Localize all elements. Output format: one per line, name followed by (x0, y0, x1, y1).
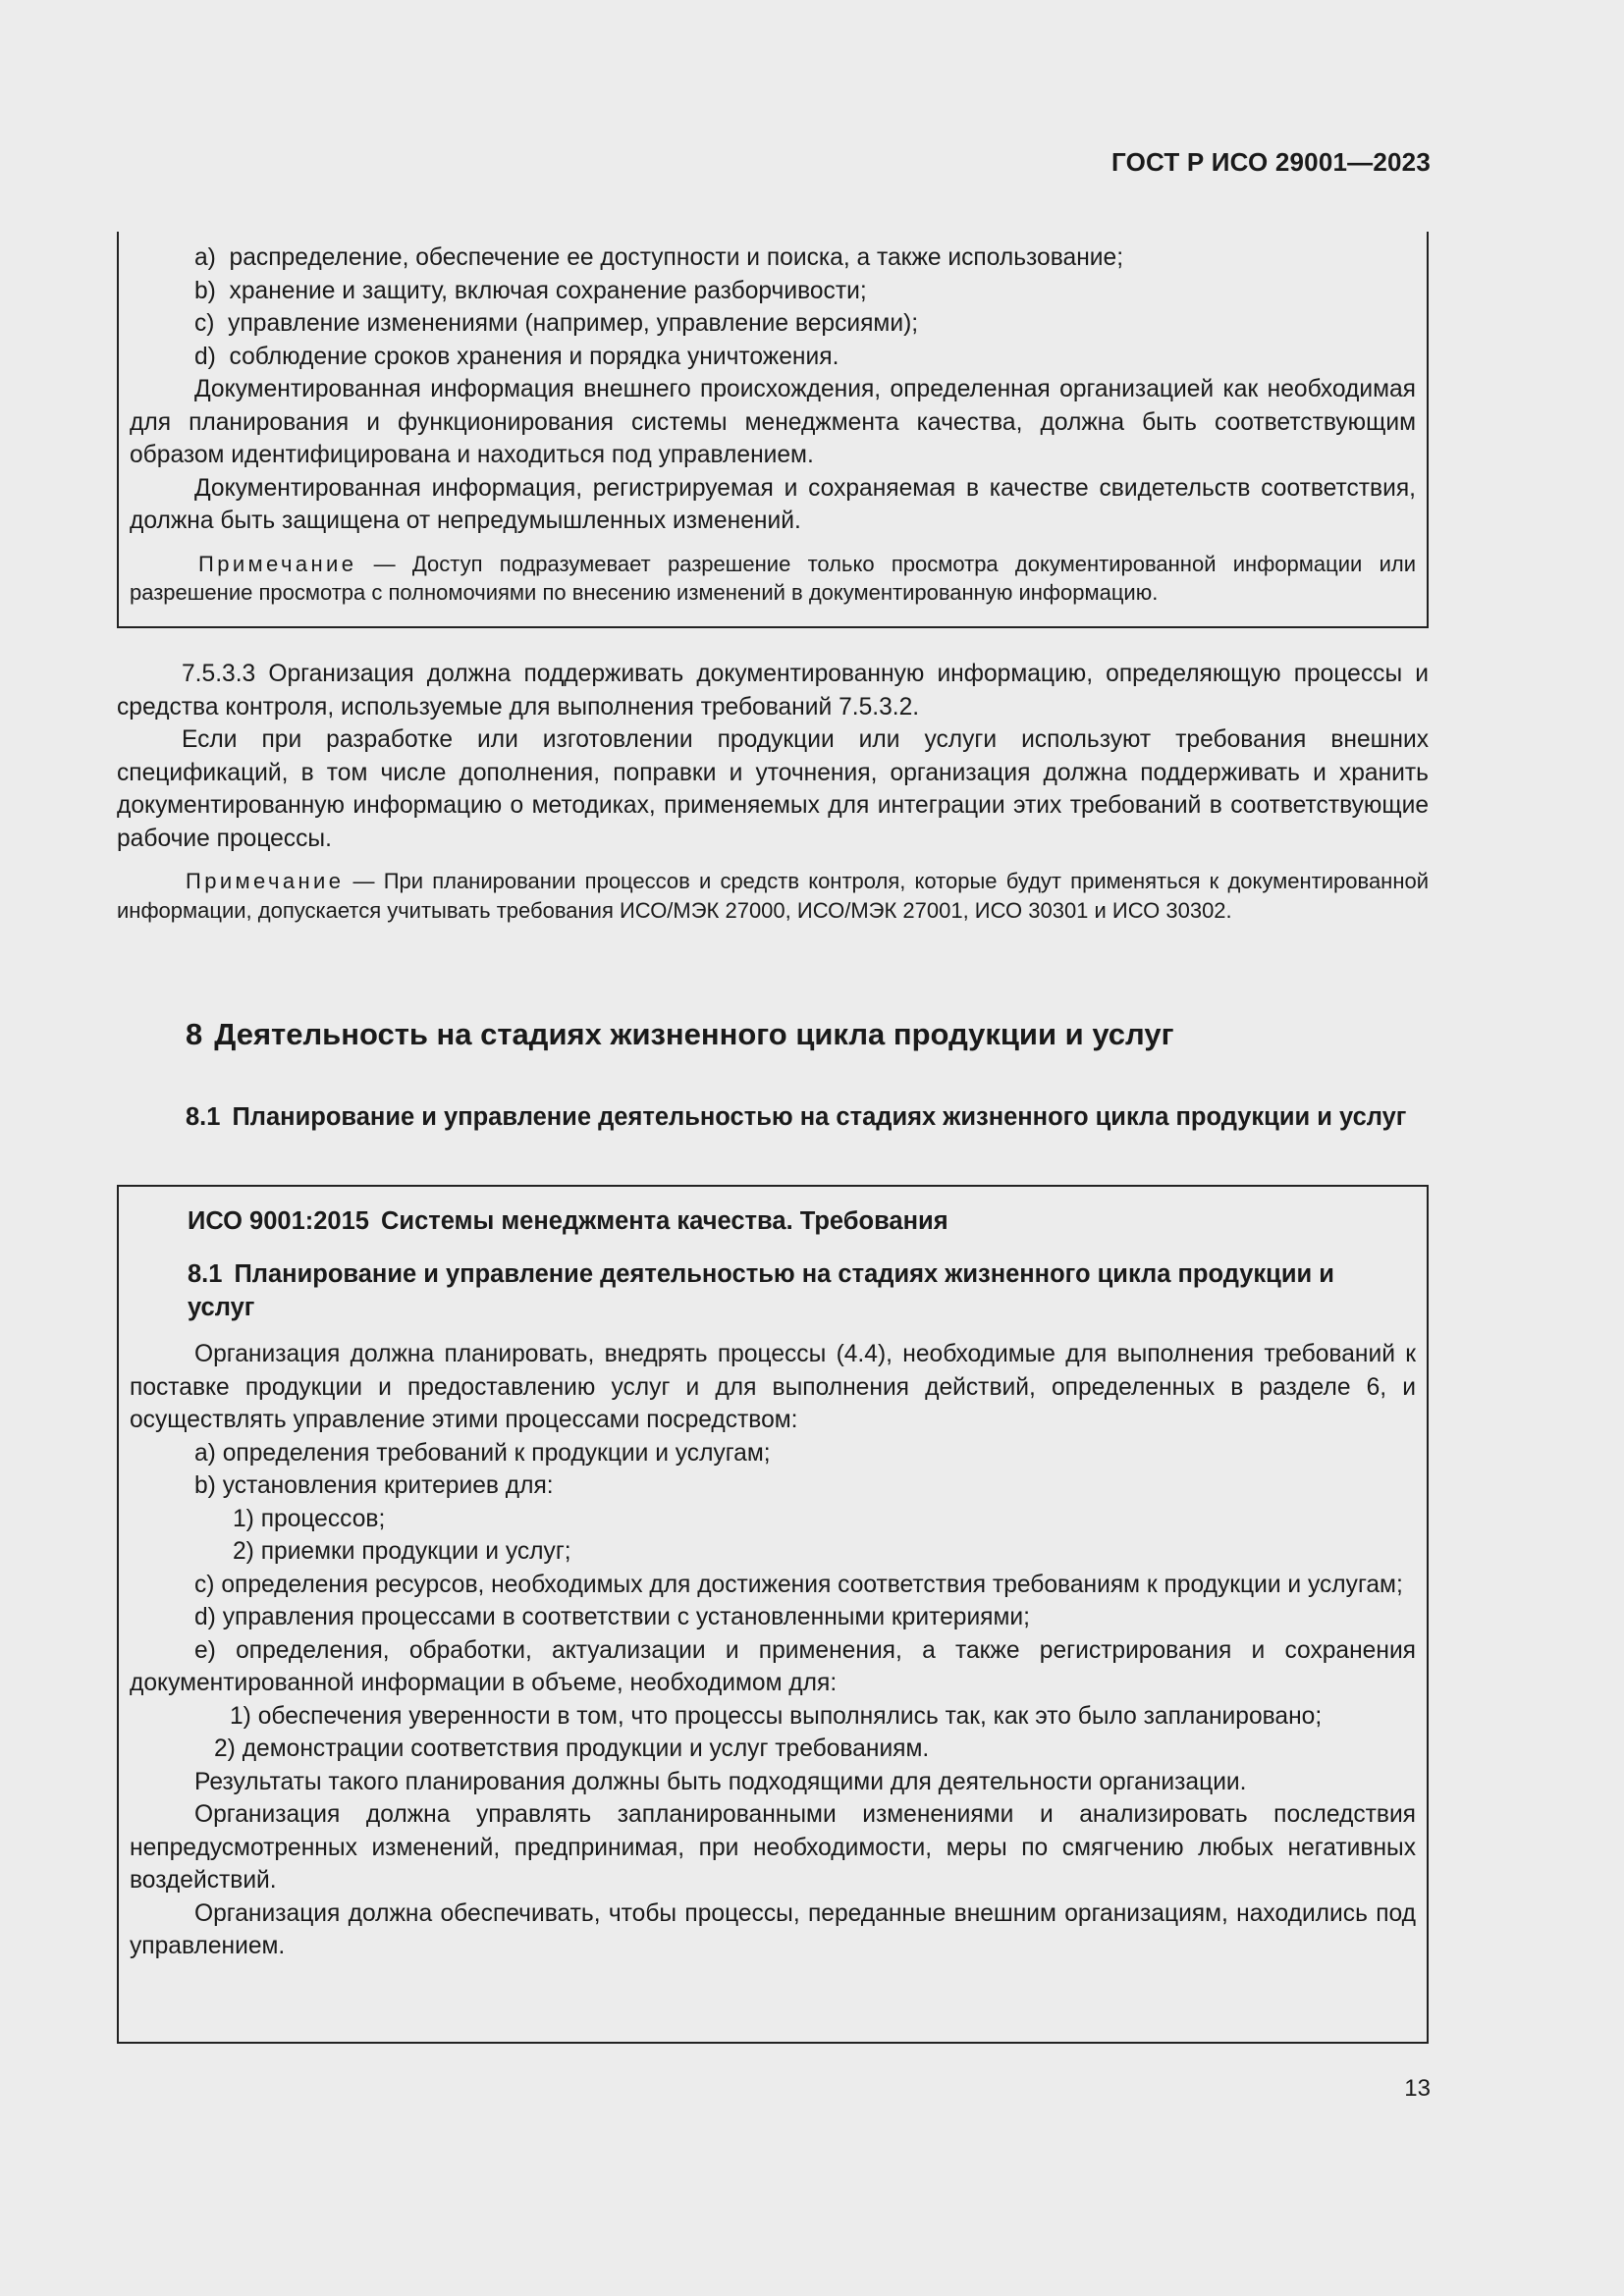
list-item: a) определения требований к продукции и услугам; (194, 1439, 771, 1467)
list-item: a) распределение, обеспечение ее доступности и поиска, а также использование; (194, 244, 1124, 271)
quoted-subsection-title: 8.1 Планирование и управление деятельностью на стадиях жизненного цикла продукции и услуг (188, 1260, 1334, 1321)
quoted-standard-title: ИСО 9001:2015 Системы менеджмента качества. Требования (188, 1207, 948, 1235)
list-item: c) определения ресурсов, необходимых для достижения соответствия требованиям к продукции и услугам; (194, 1571, 1403, 1598)
note: Примечание — При планировании процессов и средств контроля, которые будут применяться к документированной информации, допускается учитывать требования ИСО/МЭК 27000, ИСО/МЭК 27001, ИСО 30301 и ИСО 30302. (117, 869, 1429, 923)
section-8-1-heading (117, 1100, 1429, 1134)
paragraph: Документированная информация внешнего происхождения, определенная организацией как необходимая для планирования и функционирования системы менеджмента качества, должна быть соответствующим образом идентифицирована и находиться под управлением. (130, 376, 1416, 468)
paragraph: Документированная информация, регистрируемая и сохраняемая в качестве свидетельств соответствия, должна быть защищена от непредумышленных изменений. (130, 474, 1416, 534)
list-item: e) определения, обработки, актуализации и применения, а также регистрирования и сохранения документированной информации в объеме, необходимом для: (130, 1636, 1416, 1696)
note-label: Примечание (186, 869, 345, 893)
section-7-5-3-3 (117, 658, 1429, 925)
note: Примечание — Доступ подразумевает разрешение только просмотра документированной информации или разрешение просмотра с полномочиями по внесению изменений в документированную информацию. (130, 551, 1416, 605)
paragraph: Организация должна управлять запланированными изменениями и анализировать последствия непредусмотренных изменений, предпринимая, при необходимости, меры по смягчению любых негативных воздействий. (130, 1801, 1416, 1894)
list-item: b) хранение и защиту, включая сохранение разборчивости; (194, 277, 867, 304)
paragraph: Если при разработке или изготовлении продукции или услуги используют требования внешних спецификаций, в том числе дополнения, поправки и уточнения, организация должна поддерживать и хранить документированную информацию о методиках, применяемых для интеграции этих требований в соответствующие рабочие процессы. (117, 726, 1429, 852)
document-code: ГОСТ Р ИСО 29001—2023 (1110, 147, 1431, 177)
list-item: c) управление изменениями (например, управление версиями); (194, 310, 919, 337)
paragraph: Организация должна обеспечивать, чтобы процессы, переданные внешним организациям, находились под управлением. (130, 1899, 1416, 1959)
list-item: d) управления процессами в соответствии с установленными критериями; (194, 1604, 1030, 1630)
section-title: 8 Деятельность на стадиях жизненного цикла продукции и услуг (186, 1017, 1174, 1051)
note-label: Примечание (198, 551, 357, 576)
paragraph: Результаты такого планирования должны быть подходящими для деятельности организации. (194, 1768, 1247, 1795)
list-item: d) соблюдение сроков хранения и порядка уничтожения. (194, 343, 839, 370)
list-item: 2) демонстрации соответствия продукции и услуг требованиям. (214, 1735, 930, 1762)
paragraph: Организация должна планировать, внедрять процессы (4.4), необходимые для выполнения требований к поставке продукции и предоставлению услуг и для выполнения действий, определенных в разделе 6, и осуществлять управление этими процессами посредством: (130, 1341, 1416, 1433)
quoted-standard-box (117, 1185, 1429, 2044)
list-item: 1) обеспечения уверенности в том, что процессы выполнялись так, как это было запланировано; (230, 1702, 1323, 1730)
subsection-title: 8.1 Планирование и управление деятельностью на стадиях жизненного цикла продукции и услуг (186, 1103, 1407, 1131)
list-item: 1) процессов; (233, 1505, 386, 1532)
list-item: 2) приемки продукции и услуг; (233, 1538, 571, 1565)
paragraph: 7.5.3.3 Организация должна поддерживать документированную информацию, определяющую процессы и средства контроля, используемые для выполнения требований 7.5.3.2. (117, 661, 1429, 721)
section-8-heading (117, 1017, 1429, 1052)
quoted-standard-box-continued (117, 232, 1429, 628)
list-item: b) установления критериев для: (194, 1472, 554, 1499)
page-number: 13 (1404, 2075, 1431, 2102)
